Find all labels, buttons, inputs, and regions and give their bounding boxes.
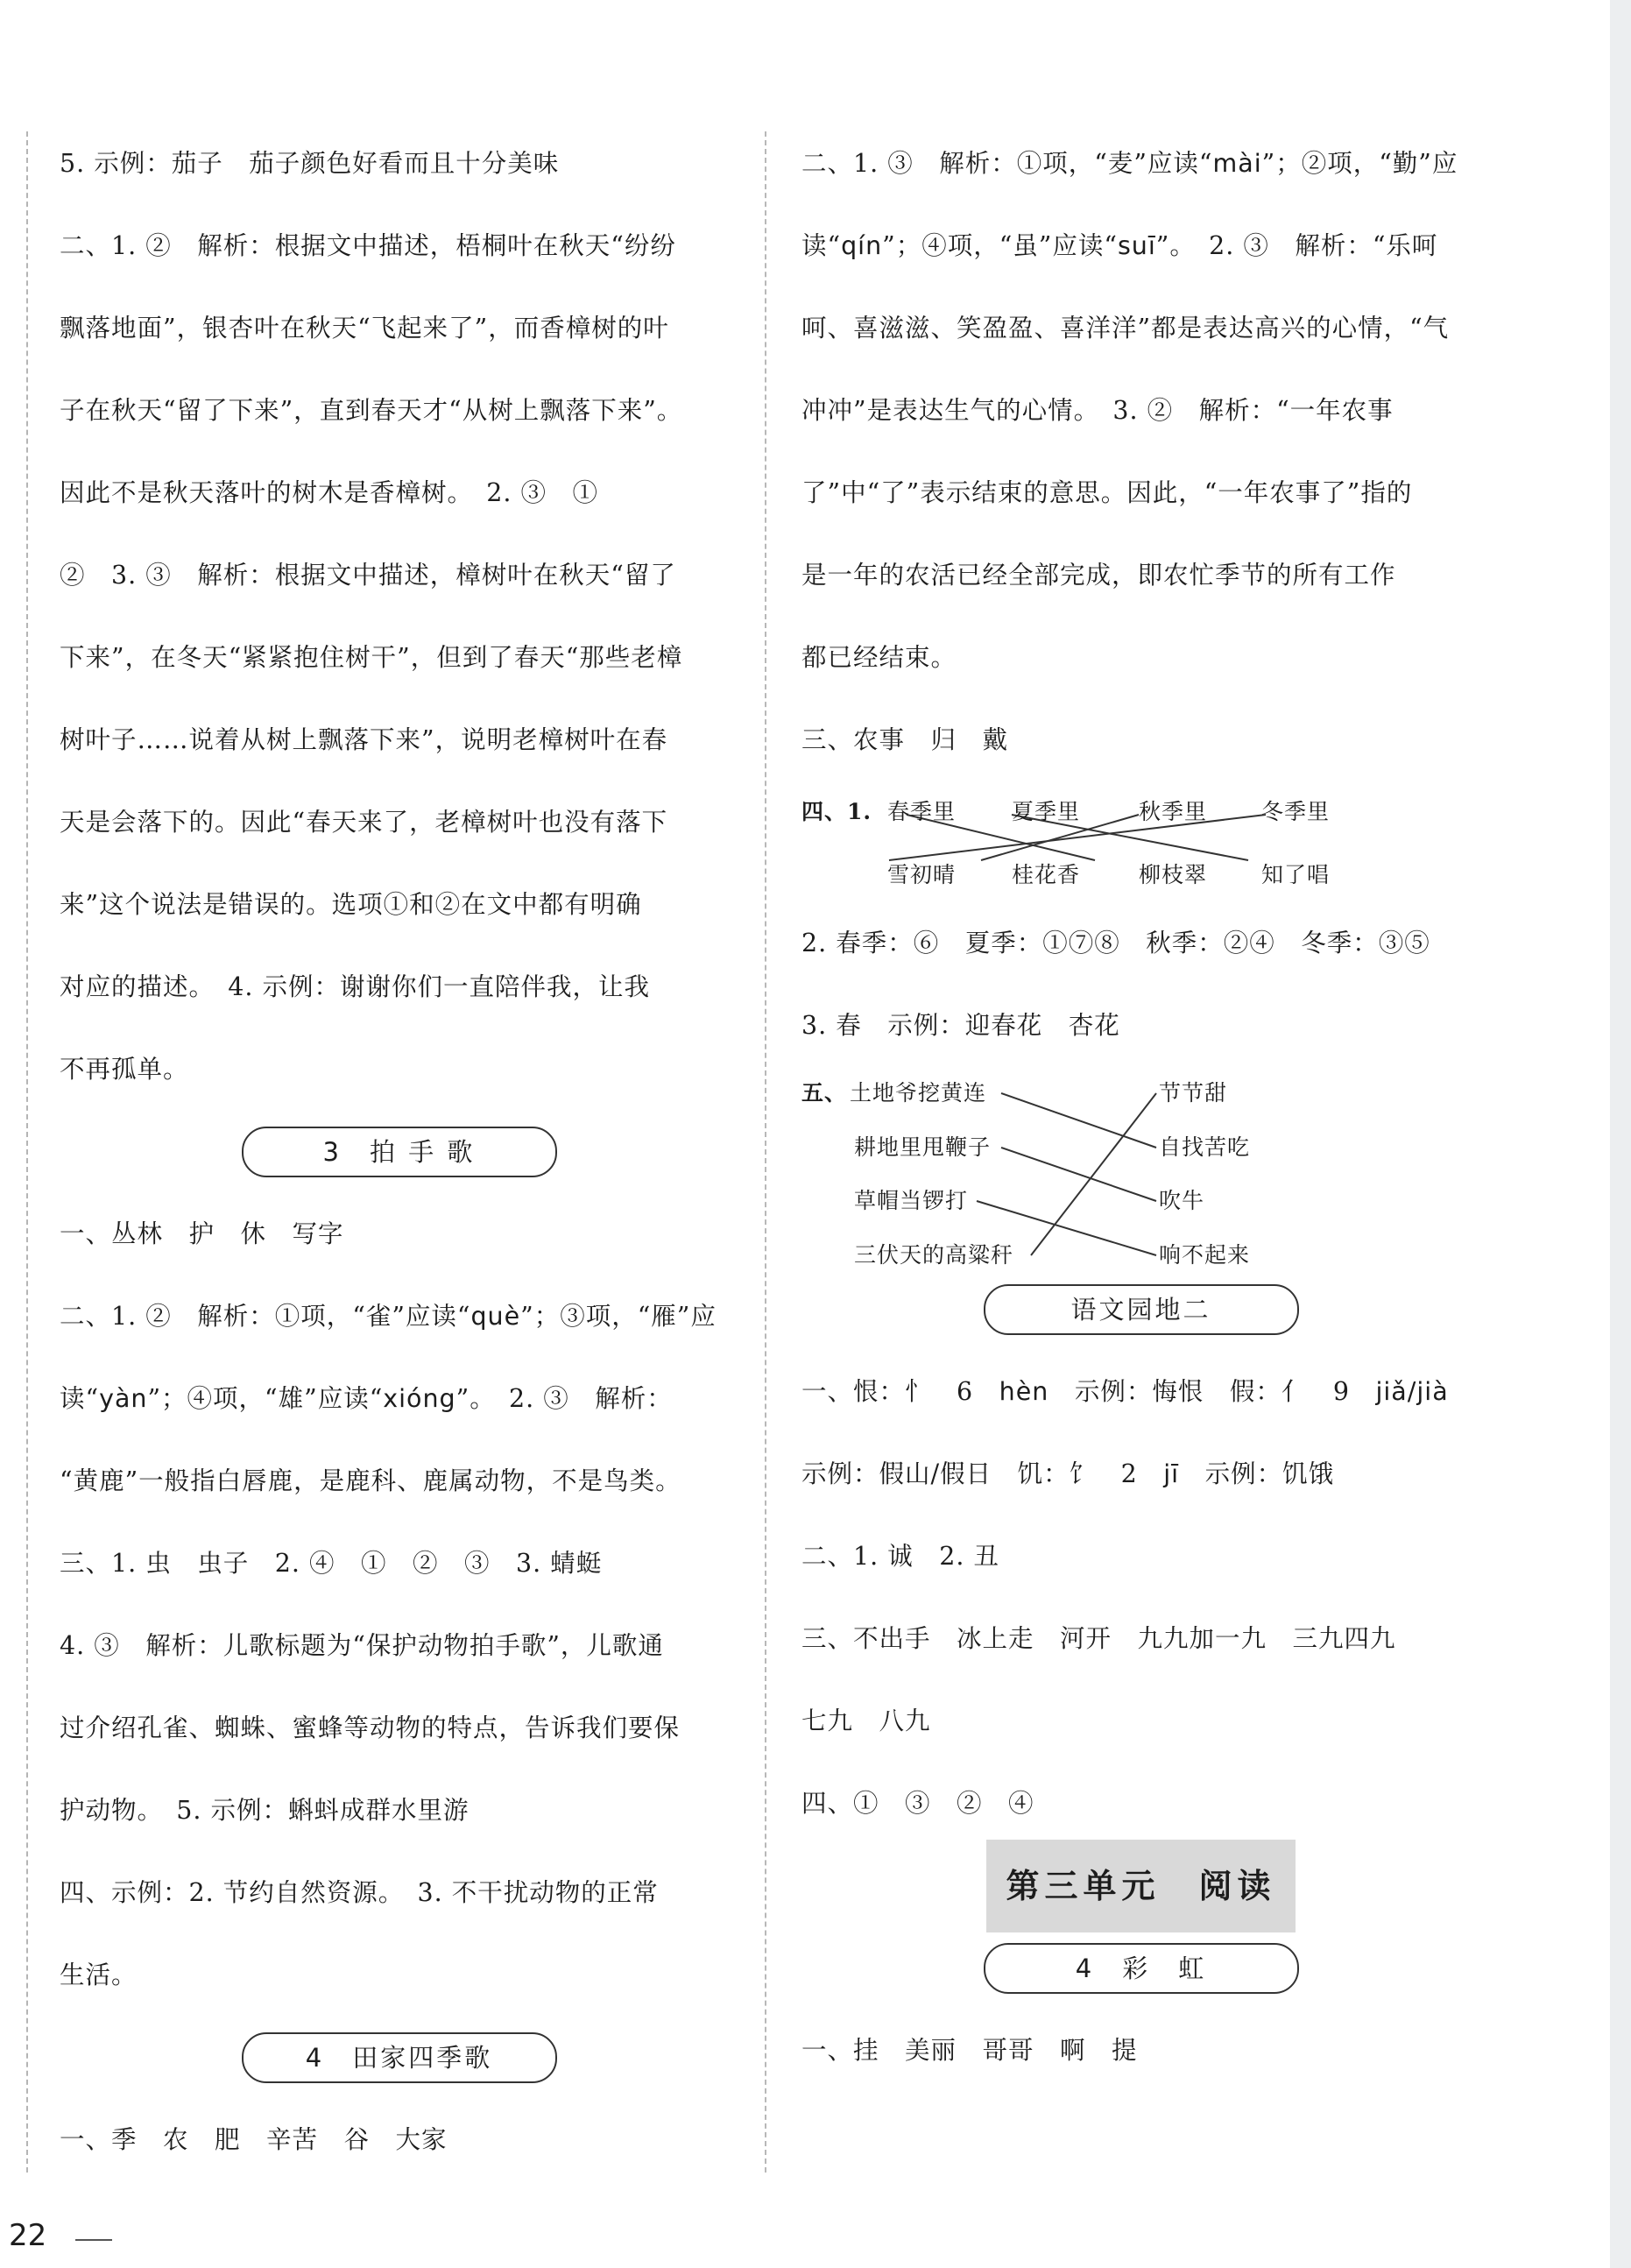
match-top-item: 春季里 bbox=[887, 799, 957, 824]
answer-line: 过介绍孔雀、蜘蛛、蜜蜂等动物的特点，告诉我们要保 bbox=[60, 1713, 681, 1742]
match-bottom-item: 知了唱 bbox=[1261, 862, 1331, 887]
answer-line: 来”这个说法是错误的。选项①和②在文中都有明确 bbox=[60, 890, 642, 919]
answer-line: 对应的描述。 4. 示例：谢谢你们一直陪伴我，让我 bbox=[60, 972, 651, 1001]
pinyin-text: xióng bbox=[383, 1384, 456, 1413]
match-right-item: 自找苦吃 bbox=[1159, 1134, 1251, 1160]
section-title-wrap bbox=[801, 1268, 1480, 1351]
page-number-dash bbox=[75, 2239, 112, 2241]
answer-text: ”。 2. ③ 解析：“乐呵 bbox=[1155, 231, 1438, 260]
answer-text: 一、恨：忄 6 bbox=[801, 1377, 999, 1406]
match-bottom-item: 雪初晴 bbox=[887, 862, 957, 887]
answer-text: 二、1. ② 解析：①项，“雀”应读“ bbox=[60, 1302, 471, 1331]
answer-line: 四、示例：2. 节约自然资源。 3. 不干扰动物的正常 bbox=[60, 1878, 659, 1907]
section-title-wrap bbox=[801, 1927, 1480, 2010]
answer-line bbox=[801, 1351, 1480, 1433]
answer-line: 七九 八九 bbox=[801, 1706, 931, 1735]
pinyin-text: hèn bbox=[999, 1377, 1049, 1406]
match-bottom-item: 桂花香 bbox=[1012, 862, 1081, 887]
match-left-item: 草帽当锣打 bbox=[854, 1188, 969, 1213]
answer-line: 因此不是秋天落叶的树木是香樟树。 2. ③ ① bbox=[60, 478, 599, 507]
answer-line: 了”中“了”表示结束的意思。因此，“一年农事了”指的 bbox=[801, 478, 1413, 507]
answer-line: 二、1. ② 解析：根据文中描述，梧桐叶在秋天“纷纷 bbox=[60, 231, 676, 260]
proverb-matching-exercise bbox=[801, 1067, 1480, 1268]
answer-line: 四、① ③ ② ④ bbox=[801, 1789, 1034, 1818]
match-right-item: 响不起来 bbox=[1159, 1242, 1251, 1268]
answer-text: 示例：饥饿 bbox=[1179, 1459, 1335, 1488]
answer-line: 三、农事 归 戴 bbox=[801, 725, 1009, 754]
answer-text: 读“ bbox=[801, 231, 842, 260]
answer-line: 2. 春季：⑥ 夏季：①⑦⑧ 秋季：②④ 冬季：③⑤ bbox=[801, 929, 1430, 957]
match-right-item: 吹牛 bbox=[1159, 1188, 1205, 1213]
section-title-wrap bbox=[60, 2017, 738, 2099]
answer-line: 天是会落下的。因此“春天来了，老樟树叶也没有落下 bbox=[60, 808, 668, 837]
answer-text: ”；②项，“勤”应 bbox=[1261, 149, 1458, 178]
match-top-item: 秋季里 bbox=[1139, 799, 1208, 824]
answer-line: 三、不出手 冰上走 河开 九九加一九 三九四九 bbox=[801, 1624, 1396, 1653]
left-column bbox=[60, 123, 738, 2181]
left-margin-dashed-line bbox=[26, 131, 28, 2173]
answer-text: 二、1. ③ 解析：①项，“麦”应读“ bbox=[801, 149, 1213, 178]
answer-line bbox=[60, 1275, 738, 1358]
pinyin-text: jiǎ/jià bbox=[1375, 1377, 1449, 1406]
answer-line: 子在秋天“留了下来”，直到春天才“从树上飘落下来”。 bbox=[60, 396, 683, 425]
answer-text: 示例：假山/假日 饥：饣 2 bbox=[801, 1459, 1164, 1488]
match-left-item: 耕地里甩鞭子 bbox=[854, 1134, 992, 1160]
answer-line: 二、1. 诚 2. 丑 bbox=[801, 1542, 1000, 1571]
answer-line: 都已经结束。 bbox=[801, 643, 957, 672]
answer-line: 下来”，在冬天“紧紧抱住树干”，但到了春天“那些老樟 bbox=[60, 643, 683, 672]
section-title-pai-shou-ge: 3 拍 手 歌 bbox=[242, 1127, 557, 1177]
answer-text: 读“ bbox=[60, 1384, 100, 1413]
answer-line: 树叶子……说着从树上飘落下来”，说明老樟树叶在春 bbox=[60, 725, 668, 754]
answer-line bbox=[60, 1358, 738, 1440]
match-bottom-item: 柳枝翠 bbox=[1139, 862, 1208, 887]
answer-line: 3. 春 示例：迎春花 杏花 bbox=[801, 1011, 1120, 1040]
pinyin-text: qín bbox=[841, 231, 883, 260]
answer-text: ”；③项，“雁”应 bbox=[520, 1302, 717, 1331]
answer-line: “黄鹿”一般指白唇鹿，是鹿科、鹿属动物，不是鸟类。 bbox=[60, 1466, 681, 1495]
answer-line bbox=[801, 123, 1480, 205]
answer-line: 是一年的农活已经全部完成，即农忙季节的所有工作 bbox=[801, 561, 1396, 590]
answer-line: 一、丛林 护 休 写字 bbox=[60, 1219, 344, 1248]
answer-line: 呵、喜滋滋、笑盈盈、喜洋洋”都是表达高兴的心情，“气 bbox=[801, 314, 1450, 343]
answer-line: 4. ③ 解析：儿歌标题为“保护动物拍手歌”，儿歌通 bbox=[60, 1631, 664, 1660]
match-right-item: 节节甜 bbox=[1159, 1080, 1228, 1106]
answer-line: 5. 示例：茄子 茄子颜色好看而且十分美味 bbox=[60, 149, 560, 178]
answer-line: 飘落地面”，银杏叶在秋天“飞起来了”，而香樟树的叶 bbox=[60, 314, 669, 343]
answer-line: 护动物。 5. 示例：蝌蚪成群水里游 bbox=[60, 1796, 470, 1825]
pinyin-text: yàn bbox=[99, 1384, 148, 1413]
match-prefix: 四、1. bbox=[801, 799, 872, 824]
answer-text: ”；④项，“虽”应读“ bbox=[882, 231, 1118, 260]
answer-line: 冲冲”是表达生气的心情。 3. ② 解析：“一年农事 bbox=[801, 396, 1394, 425]
pinyin-text: què bbox=[470, 1302, 521, 1331]
section-title-cai-hong: 4 彩 虹 bbox=[984, 1943, 1299, 1994]
answer-text: ”；④项，“雄”应读“ bbox=[147, 1384, 384, 1413]
match-top-item: 夏季里 bbox=[1012, 799, 1081, 824]
section-title-tian-jia-si-ji-ge: 4 田家四季歌 bbox=[242, 2032, 557, 2083]
season-matching-exercise bbox=[801, 781, 1480, 902]
section-title-yu-wen-yuan-di: 语文园地二 bbox=[984, 1284, 1299, 1335]
right-column bbox=[801, 123, 1480, 2092]
page-edge-strip bbox=[1610, 0, 1631, 2268]
pinyin-text: mài bbox=[1212, 149, 1262, 178]
pinyin-text: suī bbox=[1117, 231, 1156, 260]
answer-line bbox=[801, 205, 1480, 287]
column-divider bbox=[765, 131, 766, 2173]
unit-banner: 第三单元 阅读 bbox=[986, 1840, 1295, 1932]
match-left-item: 土地爷挖黄连 bbox=[850, 1080, 987, 1106]
answer-line: 不再孤单。 bbox=[60, 1055, 189, 1084]
answer-line bbox=[801, 1433, 1480, 1516]
answer-line: 一、挂 美丽 哥哥 啊 提 bbox=[801, 2036, 1138, 2065]
page-number: 22 bbox=[9, 2218, 47, 2253]
answer-line: ② 3. ③ 解析：根据文中描述，樟树叶在秋天“留了 bbox=[60, 561, 676, 590]
answer-line: 生活。 bbox=[60, 1961, 138, 1989]
answer-text: ”。 2. ③ 解析： bbox=[455, 1384, 673, 1413]
match-prefix: 五、 bbox=[801, 1080, 848, 1106]
answer-line: 三、1. 虫 虫子 2. ④ ① ② ③ 3. 蜻蜓 bbox=[60, 1549, 603, 1578]
unit-banner-wrap bbox=[801, 1845, 1480, 1927]
answer-text: 示例：悔恨 假：亻 9 bbox=[1048, 1377, 1376, 1406]
pinyin-text: jī bbox=[1163, 1459, 1180, 1488]
match-left-item: 三伏天的高粱秆 bbox=[854, 1242, 1014, 1268]
section-title-wrap bbox=[60, 1111, 738, 1193]
answer-line: 一、季 农 肥 辛苦 谷 大家 bbox=[60, 2125, 448, 2154]
match-top-item: 冬季里 bbox=[1261, 799, 1331, 824]
